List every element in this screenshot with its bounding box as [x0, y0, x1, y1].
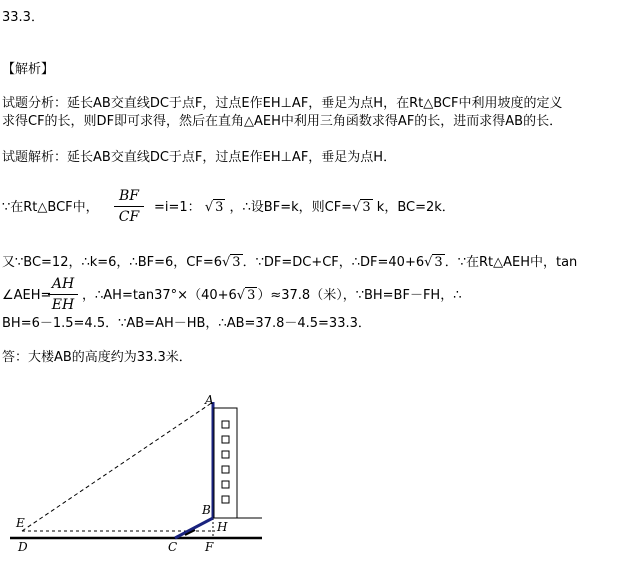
sqrt-three-3: √ 3: [222, 255, 241, 270]
line3-part-b: ．∵DF=DC+CF，∴DF=40+6: [242, 255, 425, 270]
fraction-ah-eh: [48, 276, 78, 313]
building-body: [214, 408, 237, 518]
label-e: E: [16, 516, 25, 530]
solution-line-2a: ∵在Rt△BCF中，: [2, 200, 99, 215]
sqrt-radicand: 3: [434, 255, 443, 270]
analysis-line-1: [2, 96, 562, 112]
section-title: 【解析】: [2, 62, 55, 77]
analysis-label: 试题分析：: [2, 96, 68, 111]
solution-label: 试题解析：: [2, 150, 68, 165]
sqrt-radicand: 3: [232, 255, 241, 270]
solution-line-4b: [82, 288, 461, 304]
solution-line-4a: ∠AEH=: [2, 288, 52, 303]
sqrt-radicand: 3: [247, 288, 256, 303]
analysis-text-1: 延长AB交直线DC于点F，过点E作EH⊥AF，垂足为点H，在Rt△BCF中利用坡度的定义: [67, 96, 563, 111]
solution-line-3: [2, 255, 577, 271]
label-d: D: [18, 540, 28, 554]
sqrt-radicand: 3: [362, 200, 371, 215]
label-b: B: [202, 503, 211, 517]
sqrt-three-1: √ 3: [204, 200, 224, 215]
label-c: C: [168, 540, 178, 554]
line3-part-a: 又∵BC=12，∴k=6，∴BF=6，CF=6: [2, 255, 222, 270]
sqrt-three-5: √ 3: [236, 288, 256, 303]
ea-dashed-line: [22, 402, 213, 531]
building-windows: [222, 421, 229, 503]
ratio-text: =i=1：: [154, 200, 201, 215]
fraction-denominator: EH: [51, 297, 75, 313]
answer-value: 33.3．: [2, 10, 44, 25]
solution-text-1: 延长AB交直线DC于点F，过点E作EH⊥AF，垂足为点H．: [67, 150, 397, 165]
solution-line-2b: [154, 200, 455, 216]
analysis-line-2: 求得CF的长，则DF即可求得，然后在直角△AEH中利用三角函数求得AF的长，进而求得AB的长．: [2, 114, 563, 129]
cf-text: ，∴设BF=k，则CF=: [229, 200, 353, 215]
geometry-diagram: [0, 390, 630, 578]
label-a: A: [205, 393, 214, 407]
slope-cb: [175, 518, 213, 538]
solution-line-1: [2, 150, 396, 166]
label-f: F: [205, 540, 214, 554]
solution-line-5: BH=6－1.5=4.5．∵AB=AH－HB，∴AB=37.8－4.5=33.3．: [2, 316, 371, 331]
fraction-numerator: AH: [51, 276, 75, 292]
sqrt-three-2: √ 3: [352, 200, 371, 215]
sqrt-three-4: √ 3: [424, 255, 443, 270]
approx-text: ）≈37.8（米），∵BH=BF－FH，∴: [257, 288, 462, 303]
conclusion: 答：大楼AB的高度约为33.3米．: [2, 350, 192, 365]
line3-part-c: ．∵在Rt△AEH中，tan: [444, 255, 578, 270]
ah-text: ，∴AH=tan37°×（40+6: [82, 288, 237, 303]
label-h: H: [217, 520, 228, 534]
sqrt-radicand: 3: [215, 200, 224, 215]
fraction-bf-cf: [114, 188, 144, 225]
bc-text: k，BC=2k．: [376, 200, 455, 215]
fraction-denominator: CF: [118, 209, 140, 225]
fraction-numerator: BF: [118, 188, 139, 204]
